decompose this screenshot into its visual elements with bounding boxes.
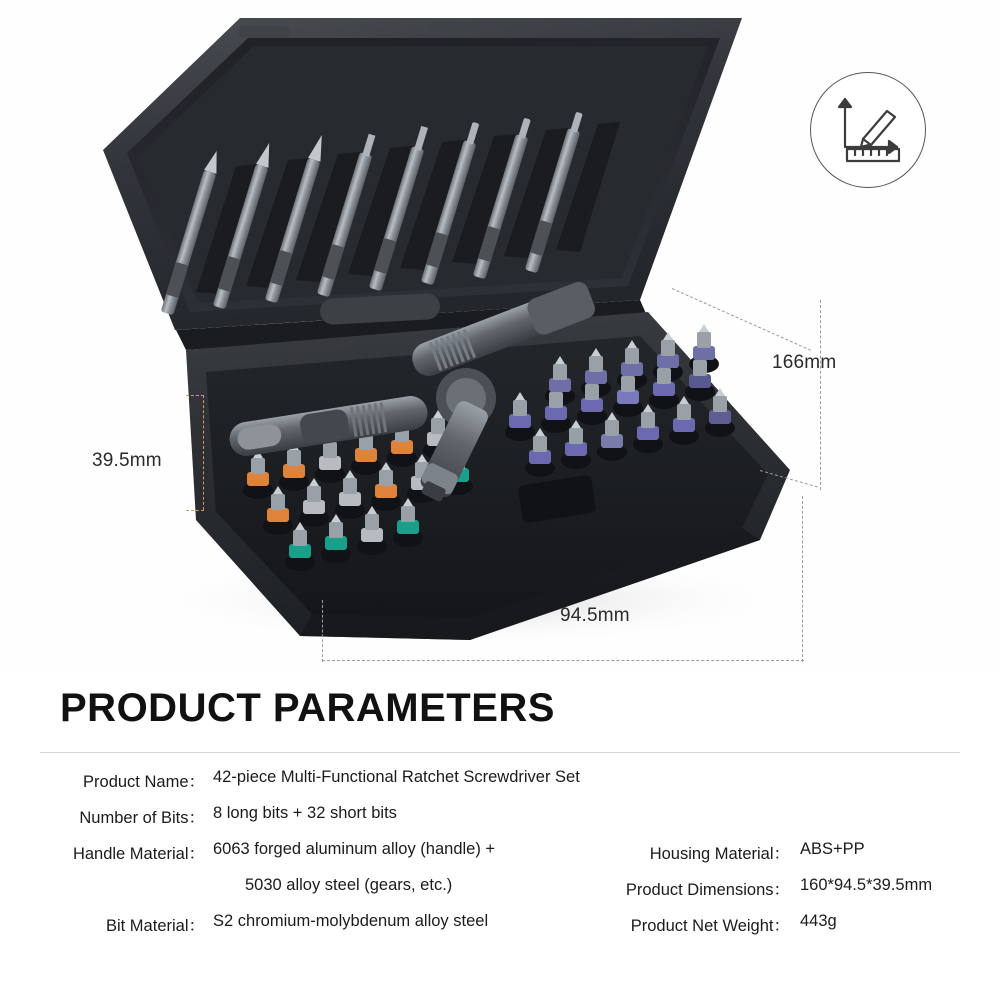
param-label-housing-material: Housing Material：	[649, 845, 790, 863]
design-badge	[810, 72, 926, 188]
guide-height-vertical	[203, 395, 204, 510]
product-parameters-section	[0, 672, 1000, 1000]
guide-width-horizontal	[322, 660, 804, 661]
param-label-product-dimensions: Product Dimensions：	[625, 881, 790, 899]
table-row	[0, 768, 1000, 804]
page-title: PRODUCT PARAMETERS	[60, 686, 555, 730]
param-value-handle-material: 6063 forged aluminum alloy (handle) +	[213, 840, 496, 858]
guide-height-bottom-tick	[186, 510, 204, 511]
param-value-housing-material: ABS+PP	[800, 840, 865, 858]
param-value-product-net-weight: 443g	[800, 912, 837, 930]
param-label-product-name: Product Name：	[83, 773, 205, 791]
guide-width-left-tick	[322, 600, 323, 662]
param-value-product-name: 42-piece Multi-Functional Ratchet Screwdriver Set	[213, 768, 580, 786]
table-row	[0, 912, 1000, 948]
guide-height-top-tick	[186, 395, 204, 396]
table-row	[0, 804, 1000, 840]
guide-depth-vertical	[820, 300, 821, 490]
title-divider	[40, 752, 960, 753]
param-label-handle-material: Handle Material：	[72, 845, 205, 863]
table-row	[0, 840, 1000, 876]
guide-width-right-tick	[802, 496, 803, 662]
param-value-bit-material: S2 chromium-molybdenum alloy steel	[213, 912, 489, 930]
param-label-bit-material: Bit Material：	[105, 917, 205, 935]
dimension-depth-label: 166mm	[772, 352, 837, 373]
table-row	[0, 876, 1000, 912]
param-value-product-dimensions: 160*94.5*39.5mm	[800, 876, 933, 894]
parameters-table	[0, 768, 1000, 948]
param-label-number-of-bits: Number of Bits：	[79, 809, 205, 827]
param-value-handle-material-cont: 5030 alloy steel (gears, etc.)	[245, 876, 453, 894]
dimension-width-label: 94.5mm	[560, 605, 630, 626]
param-label-product-net-weight: Product Net Weight：	[630, 917, 790, 935]
ruler-pencil-icon	[839, 99, 899, 161]
param-value-number-of-bits: 8 long bits + 32 short bits	[213, 804, 397, 822]
param-label-handle-material-cont	[60, 876, 205, 895]
dimension-height-label: 39.5mm	[92, 450, 162, 471]
